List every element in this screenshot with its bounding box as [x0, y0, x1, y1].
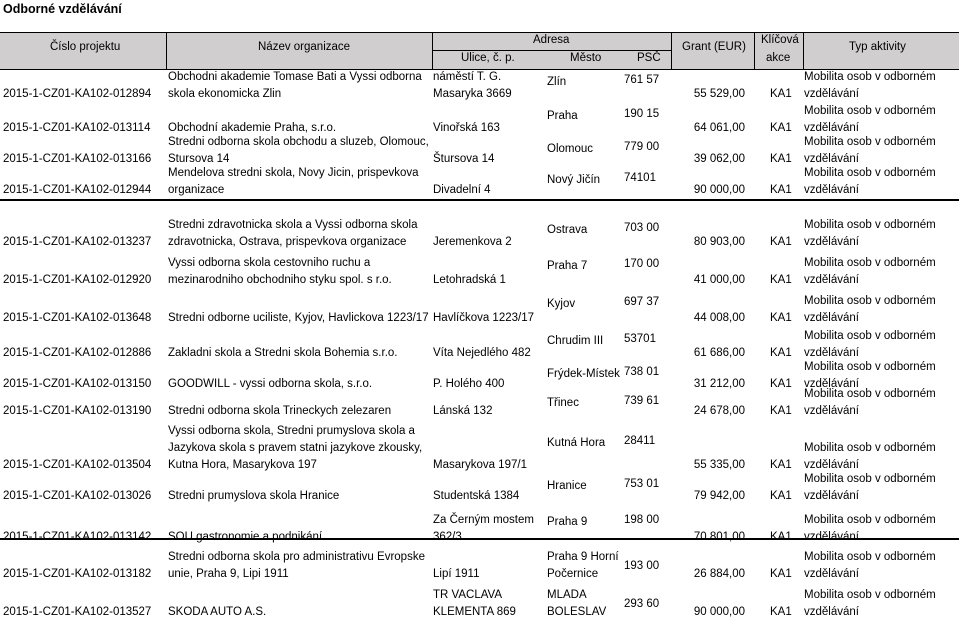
cell-cislo-projektu: 2015-1-CZ01-KA102-012944	[3, 184, 152, 196]
cell-klicova-akce: KA1	[770, 274, 792, 286]
cell-mesto: Hranice	[547, 480, 587, 492]
cell-nazev-organizace: Vyssi odborna skola, Stredni prumyslova skola a	[168, 425, 415, 437]
cell-grant: 90 000,00	[693, 606, 745, 618]
cell-mesto: Praha 7	[547, 260, 588, 272]
cell-psc: 53701	[624, 333, 656, 345]
cell-mesto: Zlín	[547, 76, 567, 88]
cell-typ-aktivity: Mobilita osob v odborném	[804, 136, 936, 148]
cell-nazev-organizace: organizace	[168, 184, 225, 196]
cell-typ-aktivity: vzdělávání	[804, 347, 859, 359]
cell-nazev-organizace: skola ekonomicka Zlin	[168, 88, 282, 100]
cell-mesto: BOLESLAV	[547, 606, 607, 618]
cell-typ-aktivity: Mobilita osob v odborném	[804, 589, 936, 601]
cell-cislo-projektu: 2015-1-CZ01-KA102-013166	[3, 153, 152, 165]
cell-ulice: Jeremenkova 2	[433, 236, 512, 248]
cell-psc: 190 15	[624, 108, 660, 120]
cell-typ-aktivity: vzdělávání	[804, 312, 859, 324]
cell-ulice: Masaryka 3669	[433, 88, 512, 100]
cell-nazev-organizace: Mendelova stredni skola, Novy Jicin, prispevkova	[168, 167, 419, 179]
cell-cislo-projektu: 2015-1-CZ01-KA102-013237	[3, 236, 152, 248]
cell-klicova-akce: KA1	[770, 153, 792, 165]
cell-klicova-akce: KA1	[770, 347, 792, 359]
cell-typ-aktivity: vzdělávání	[804, 378, 859, 390]
header-nazev-organizace: Název organizace	[258, 41, 351, 53]
header-cislo-projektu: Číslo projektu	[50, 41, 121, 53]
page-title: Odborné vzdělávání	[3, 2, 122, 16]
table-row	[0, 546, 959, 583]
cell-klicova-akce: KA1	[770, 378, 792, 390]
cell-nazev-organizace: Vyssi odborna skola cestovniho ruchu a	[168, 257, 371, 269]
cell-mesto: Kutná Hora	[547, 437, 606, 449]
header-adresa: Adresa	[533, 34, 570, 46]
table-row	[0, 168, 959, 199]
header-divider	[671, 33, 672, 69]
cell-klicova-akce: KA1	[770, 312, 792, 324]
cell-mesto: Třinec	[547, 397, 579, 409]
cell-psc: 779 00	[624, 141, 660, 153]
cell-mesto: Praha 9	[547, 516, 588, 528]
cell-typ-aktivity: vzdělávání	[804, 568, 859, 580]
cell-klicova-akce: KA1	[770, 88, 792, 100]
cell-grant: 90 000,00	[693, 184, 745, 196]
header-divider	[166, 33, 167, 69]
table-row	[0, 69, 959, 103]
cell-typ-aktivity: vzdělávání	[804, 606, 859, 618]
cell-klicova-akce: KA1	[770, 405, 792, 417]
cell-cislo-projektu: 2015-1-CZ01-KA102-012920	[3, 274, 152, 286]
cell-typ-aktivity: Mobilita osob v odborném	[804, 295, 936, 307]
cell-typ-aktivity: Mobilita osob v odborném	[804, 514, 936, 526]
cell-nazev-organizace: SKODA AUTO A.S.	[168, 606, 267, 618]
cell-grant: 39 062,00	[693, 153, 745, 165]
cell-cislo-projektu: 2015-1-CZ01-KA102-013190	[3, 405, 152, 417]
cell-grant: 70 801,00	[693, 531, 745, 543]
cell-typ-aktivity: Mobilita osob v odborném	[804, 473, 936, 485]
cell-typ-aktivity: vzdělávání	[804, 274, 859, 286]
cell-psc: 761 57	[624, 74, 660, 86]
cell-nazev-organizace: Stredni odborna skola Trineckych zelezaren	[168, 405, 392, 417]
cell-typ-aktivity: vzdělávání	[804, 184, 859, 196]
cell-ulice: Víta Nejedlého 482	[433, 347, 531, 359]
table-row	[0, 474, 959, 505]
cell-mesto: MLADA	[547, 589, 587, 601]
cell-cislo-projektu: 2015-1-CZ01-KA102-012886	[3, 347, 152, 359]
cell-ulice: Divadelní 4	[433, 184, 491, 196]
cell-typ-aktivity: Mobilita osob v odborném	[804, 167, 936, 179]
header-divider	[432, 33, 433, 69]
cell-klicova-akce: KA1	[770, 236, 792, 248]
table-header	[0, 32, 959, 70]
cell-cislo-projektu: 2015-1-CZ01-KA102-013182	[3, 568, 152, 580]
cell-grant: 61 686,00	[693, 347, 745, 359]
cell-mesto: Olomouc	[547, 143, 594, 155]
cell-grant: 64 061,00	[693, 122, 745, 134]
cell-mesto: Praha 9 Horní	[547, 551, 619, 563]
cell-nazev-organizace: zdravotnicka, Ostrava, prispevkova organizace	[168, 236, 407, 248]
cell-mesto: Počernice	[547, 568, 599, 580]
cell-typ-aktivity: vzdělávání	[804, 459, 859, 471]
cell-typ-aktivity: vzdělávání	[804, 531, 859, 543]
cell-ulice: Lánská 132	[433, 405, 493, 417]
cell-klicova-akce: KA1	[770, 568, 792, 580]
header-typ-aktivity: Typ aktivity	[849, 41, 906, 53]
cell-typ-aktivity: Mobilita osob v odborném	[804, 105, 936, 117]
cell-ulice: Vinořská 163	[433, 122, 500, 134]
cell-grant: 31 212,00	[693, 378, 745, 390]
cell-nazev-organizace: Stursova 14	[168, 153, 230, 165]
header-divider	[432, 50, 671, 51]
header-klicova: Klíčová	[761, 34, 799, 46]
cell-psc: 193 00	[624, 560, 660, 572]
cell-grant: 55 335,00	[693, 459, 745, 471]
header-divider	[754, 33, 755, 69]
cell-nazev-organizace: Obchodní akademie Praha, s.r.o.	[168, 122, 337, 134]
section-separator	[0, 199, 959, 201]
cell-nazev-organizace: Obchodni akademie Tomase Bati a Vyssi odborna	[168, 71, 422, 83]
cell-psc: 28411	[624, 435, 656, 447]
cell-typ-aktivity: Mobilita osob v odborném	[804, 442, 936, 454]
cell-klicova-akce: KA1	[770, 531, 792, 543]
cell-nazev-organizace: Stredni odborna skola pro administrativu Evropske	[168, 551, 425, 563]
cell-ulice: KLEMENTA 869	[433, 606, 516, 618]
cell-typ-aktivity: Mobilita osob v odborném	[804, 71, 936, 83]
cell-typ-aktivity: vzdělávání	[804, 88, 859, 100]
cell-ulice: Za Černým mostem	[433, 514, 534, 526]
cell-cislo-projektu: 2015-1-CZ01-KA102-013114	[3, 122, 151, 134]
cell-ulice: Štursova 14	[433, 153, 495, 165]
cell-mesto: Ostrava	[547, 224, 588, 236]
cell-nazev-organizace: Stredni odborna skola obchodu a sluzeb, Olomouc,	[168, 136, 429, 148]
cell-mesto: Nový Jičín	[547, 174, 601, 186]
header-ulice: Ulice, č. p.	[461, 52, 515, 64]
cell-grant: 55 529,00	[693, 88, 745, 100]
cell-nazev-organizace: Stredni zdravotnicka skola a Vyssi odborna skola	[168, 219, 418, 231]
cell-ulice: P. Holého 400	[433, 378, 505, 390]
cell-klicova-akce: KA1	[770, 490, 792, 502]
cell-klicova-akce: KA1	[770, 606, 792, 618]
cell-mesto: Praha	[547, 110, 578, 122]
cell-mesto: Frýdek-Místek	[547, 368, 620, 380]
cell-typ-aktivity: Mobilita osob v odborném	[804, 388, 936, 400]
cell-nazev-organizace: unie, Praha 9, Lipi 1911	[168, 568, 289, 580]
cell-psc: 293 60	[624, 598, 660, 610]
cell-grant: 80 903,00	[693, 236, 745, 248]
table-row	[0, 420, 959, 474]
cell-ulice: Letohradská 1	[433, 274, 506, 286]
cell-klicova-akce: KA1	[770, 459, 792, 471]
cell-psc: 753 01	[624, 478, 660, 490]
cell-ulice: náměstí T. G.	[433, 71, 502, 83]
header-psc: PSČ	[637, 52, 661, 64]
cell-typ-aktivity: vzdělávání	[804, 122, 859, 134]
cell-cislo-projektu: 2015-1-CZ01-KA102-013142	[3, 531, 152, 543]
cell-psc: 198 00	[624, 514, 660, 526]
cell-mesto: Chrudim III	[547, 335, 604, 347]
table-row	[0, 103, 959, 137]
cell-grant: 79 942,00	[693, 490, 745, 502]
cell-typ-aktivity: vzdělávání	[804, 405, 859, 417]
cell-typ-aktivity: Mobilita osob v odborném	[804, 219, 936, 231]
cell-nazev-organizace: Stredni odborne uciliste, Kyjov, Havlickova 1223/17	[168, 312, 429, 324]
table-row	[0, 289, 959, 327]
cell-nazev-organizace: Jazykova skola s pravem statni jazykove zkousky,	[168, 442, 423, 454]
table-row	[0, 217, 959, 251]
cell-typ-aktivity: vzdělávání	[804, 153, 859, 165]
cell-cislo-projektu: 2015-1-CZ01-KA102-013504	[3, 459, 152, 471]
cell-psc: 703 00	[624, 222, 660, 234]
cell-psc: 170 00	[624, 258, 660, 270]
cell-typ-aktivity: vzdělávání	[804, 236, 859, 248]
cell-typ-aktivity: Mobilita osob v odborném	[804, 257, 936, 269]
cell-klicova-akce: KA1	[770, 184, 792, 196]
cell-grant: 24 678,00	[693, 405, 745, 417]
header-divider	[803, 33, 804, 69]
cell-nazev-organizace: mezinarodniho obchodniho styku spol. s r.o.	[168, 274, 392, 286]
cell-typ-aktivity: vzdělávání	[804, 490, 859, 502]
cell-cislo-projektu: 2015-1-CZ01-KA102-012894	[3, 88, 152, 100]
cell-ulice: 362/3	[433, 531, 462, 543]
cell-typ-aktivity: Mobilita osob v odborném	[804, 330, 936, 342]
cell-nazev-organizace: SOU gastronomie a podnikání	[168, 531, 323, 543]
cell-typ-aktivity: Mobilita osob v odborném	[804, 361, 936, 373]
cell-ulice: Masarykova 197/1	[433, 459, 527, 471]
table-row	[0, 505, 959, 546]
header-mesto: Město	[570, 52, 602, 64]
cell-ulice: TR VACLAVA	[433, 589, 503, 601]
cell-psc: 74101	[624, 172, 656, 184]
cell-grant: 41 000,00	[693, 274, 745, 286]
table-row	[0, 137, 959, 168]
table-row	[0, 327, 959, 362]
cell-ulice: Lipí 1911	[433, 568, 480, 580]
cell-grant: 44 008,00	[693, 312, 745, 324]
cell-cislo-projektu: 2015-1-CZ01-KA102-013527	[3, 606, 152, 618]
cell-cislo-projektu: 2015-1-CZ01-KA102-013150	[3, 378, 152, 390]
cell-psc: 697 37	[624, 296, 660, 308]
cell-nazev-organizace: Kutna Hora, Masarykova 197	[168, 459, 317, 471]
cell-mesto: Kyjov	[547, 298, 576, 310]
cell-ulice: Havlíčkova 1223/17	[433, 312, 535, 324]
cell-cislo-projektu: 2015-1-CZ01-KA102-013648	[3, 312, 152, 324]
cell-ulice: Studentská 1384	[433, 490, 520, 502]
cell-psc: 739 61	[624, 395, 660, 407]
cell-cislo-projektu: 2015-1-CZ01-KA102-013026	[3, 490, 152, 502]
cell-typ-aktivity: Mobilita osob v odborném	[804, 551, 936, 563]
header-grant: Grant (EUR)	[682, 41, 746, 53]
cell-nazev-organizace: Zakladni skola a Stredni skola Bohemia s.r.o.	[168, 347, 398, 359]
table-row	[0, 251, 959, 289]
cell-nazev-organizace: GOODWILL - vyssi odborna skola, s.r.o.	[168, 378, 373, 390]
cell-nazev-organizace: Stredni prumyslova skola Hranice	[168, 490, 340, 502]
cell-klicova-akce: KA1	[770, 122, 792, 134]
table-row	[0, 388, 959, 420]
table-row	[0, 583, 959, 621]
cell-grant: 26 884,00	[693, 568, 745, 580]
cell-psc: 738 01	[624, 366, 660, 378]
header-akce: akce	[766, 52, 791, 64]
